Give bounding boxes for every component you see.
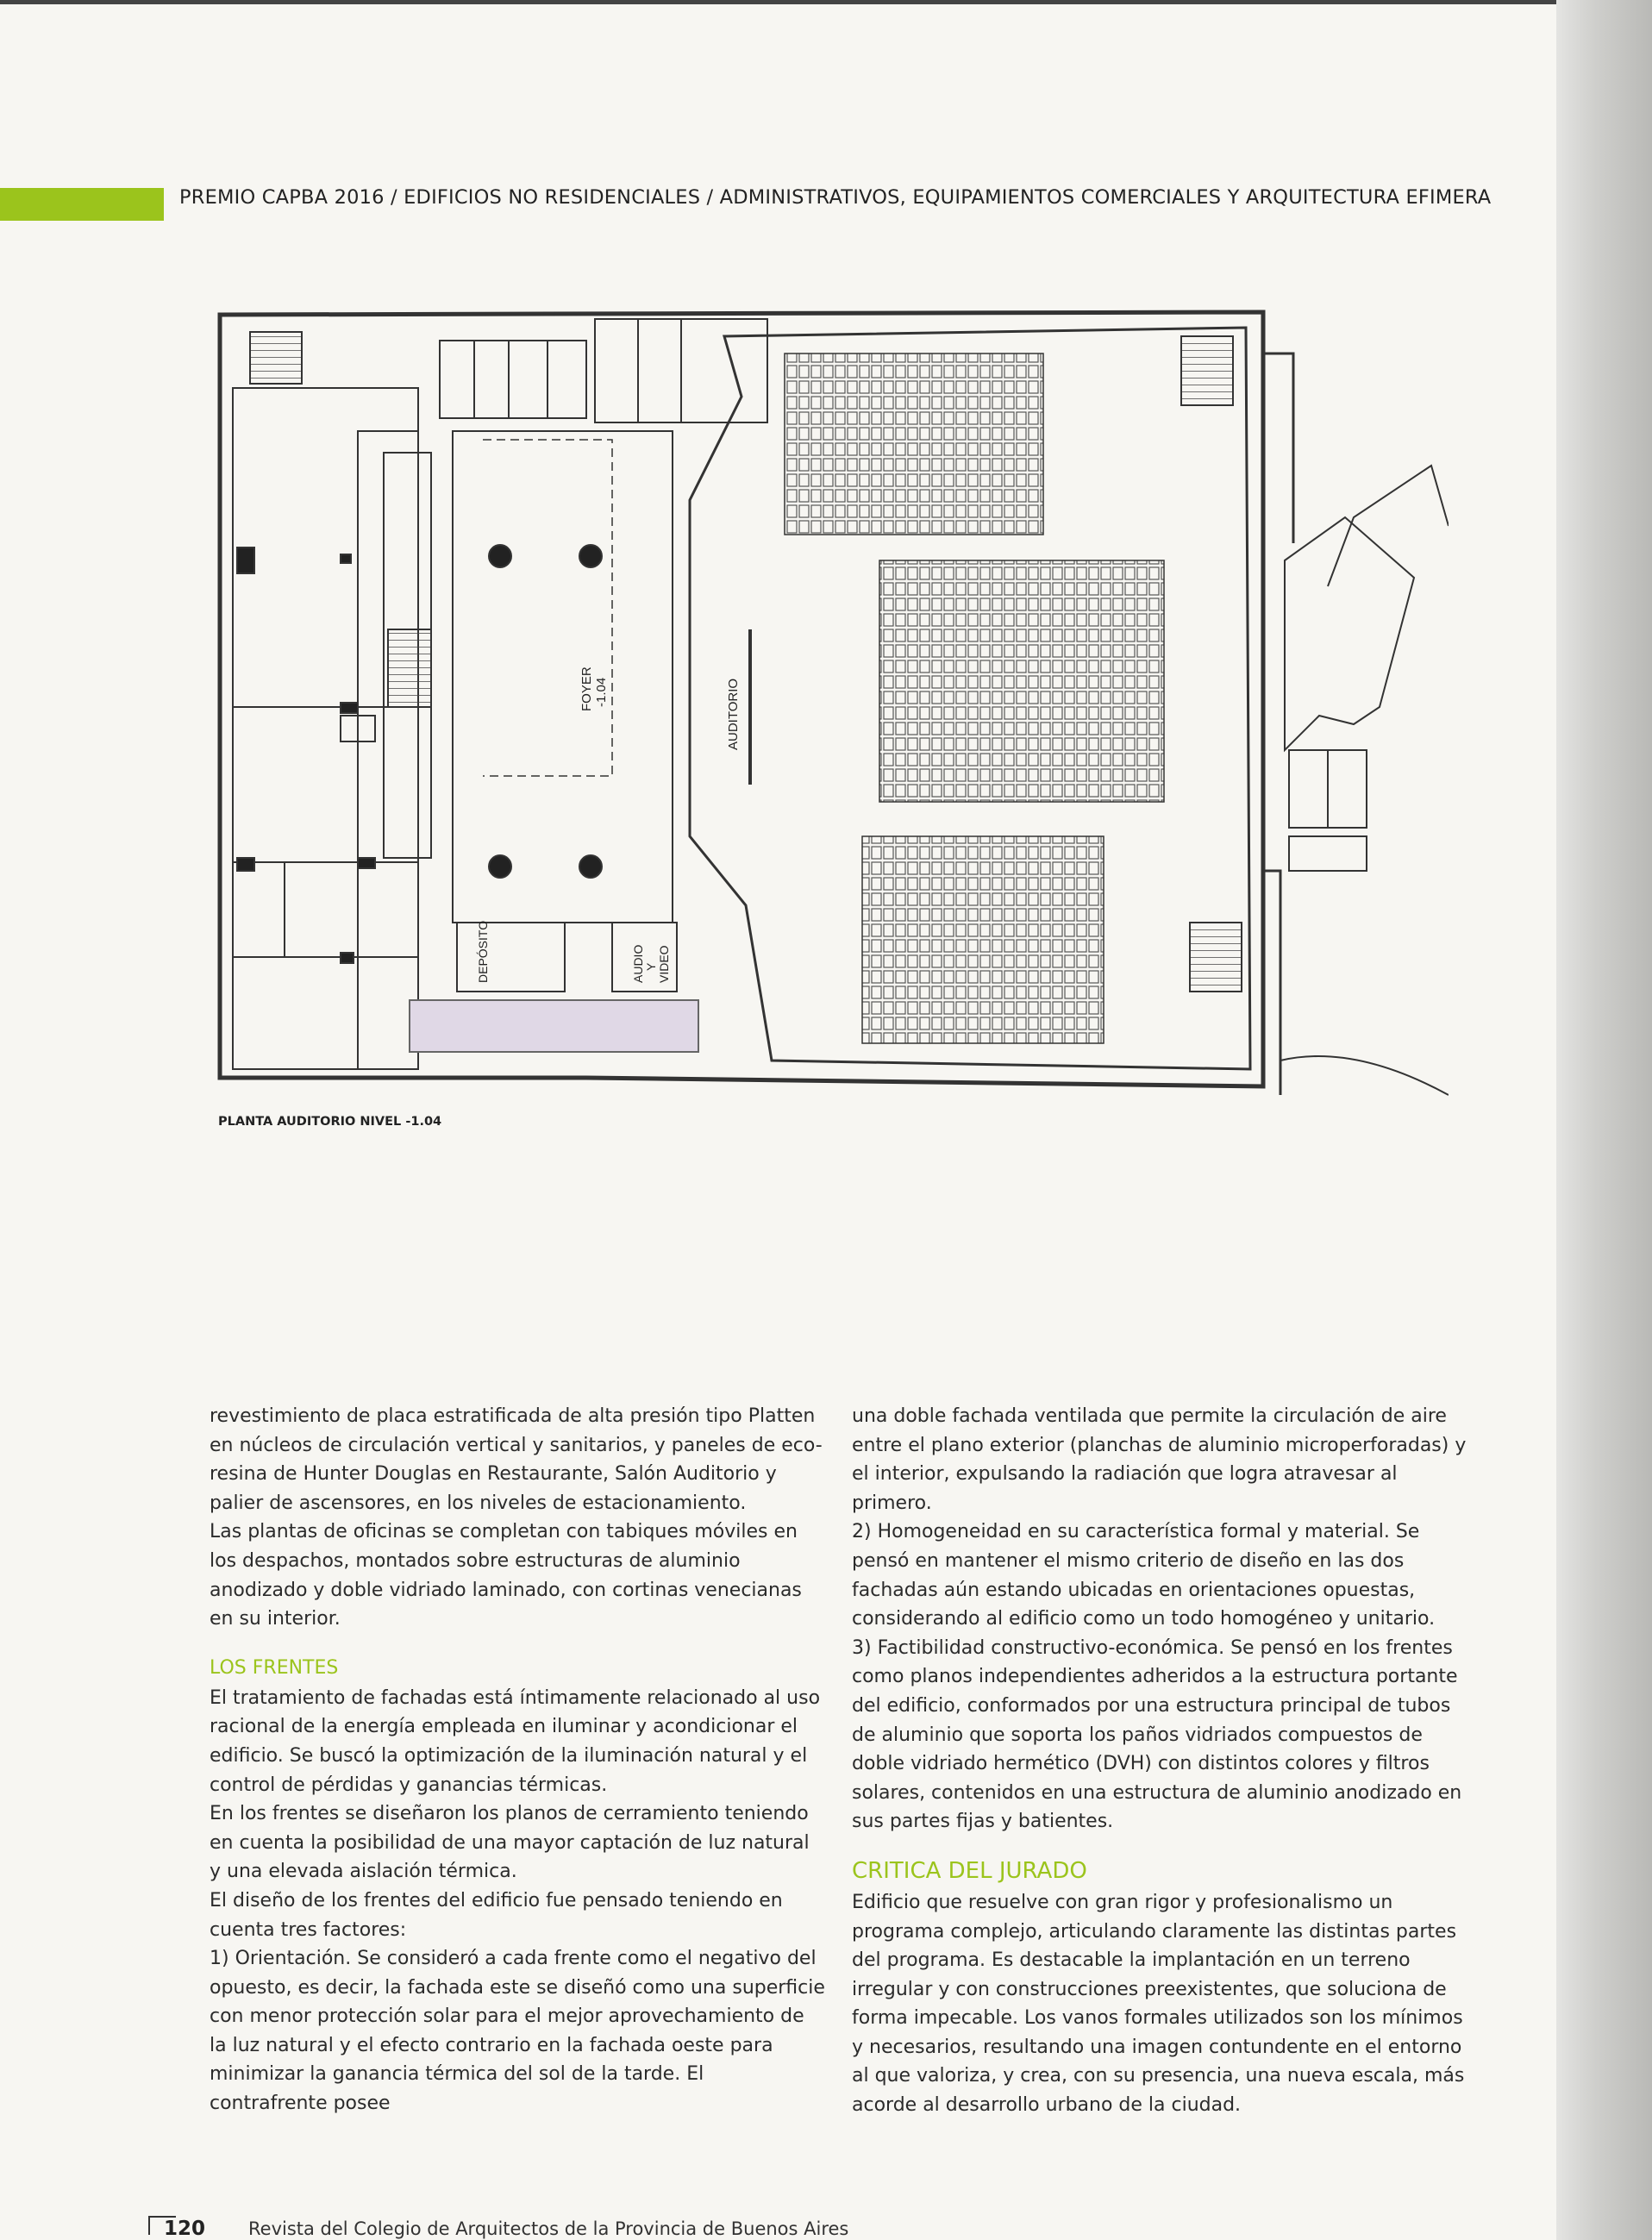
section-title: LOS FRENTES (210, 1656, 339, 1679)
paragraph: 1) Orientación. Se consideró a cada frente como el negativo del opuesto, es decir, la fachada este se diseñó como una superficie con menor protección solar para el mejor aprovechamiento de la luz natural y el efecto contrario en la fachada oeste para minimizar la ganancia térmica del sol de la tarde. El contrafrente posee (210, 1948, 825, 2115)
paragraph: El diseño de los frentes del edificio fue pensado teniendo en cuenta tres factores: (210, 1889, 783, 1941)
svg-text:DEPÓSITO: DEPÓSITO (476, 920, 490, 983)
paragraph: revestimiento de placa estratificada de alta presión tipo Platten en núcleos de circulación vertical y sanitarios, y paneles de eco-resina de Hunter Douglas en Restaurante, Salón Auditorio y palier de ascensores, en los niveles de estacionamiento. (210, 1405, 823, 1514)
svg-text:AUDIO: AUDIO (631, 944, 645, 983)
svg-text:-1.04: -1.04 (594, 677, 609, 707)
paragraph: 2) Homogeneidad en su característica formal y material. Se pensó en mantener el mismo criterio de diseño en las dos fachadas aún estando ubicadas en orientaciones opuestas, considerando al edificio como un todo homogéneo y unitario. (852, 1521, 1436, 1630)
publication-name: Revista del Colegio de Arquitectos de la Provincia de Buenos Aires (248, 2218, 849, 2239)
book-spine-shadow (1556, 0, 1652, 2240)
stair-core (388, 629, 431, 707)
section-title: CRITICA DEL JURADO (852, 1857, 1087, 1884)
seating-middle (879, 560, 1164, 802)
floor-plan (207, 302, 1449, 1121)
foyer (453, 431, 673, 923)
seating-top (785, 354, 1043, 535)
svg-text:AUDITORIO: AUDITORIO (726, 678, 741, 750)
elevator-block (440, 341, 586, 418)
svg-text:FOYER: FOYER (579, 666, 594, 711)
page-number: 120 (164, 2218, 206, 2240)
paragraph: 3) Factibilidad constructivo-económica. Se pensó en los frentes como planos independientes adheridos a la estructura portante del edificio, conformados por una estructura principal de tubos de aluminio que soporta los paños vidriados compuestos de doble vidriado hermético (DVH) con distintos colores y filtros solares, contenidos en una estructura de aluminio anodizado en sus partes fijas y batientes. (852, 1636, 1462, 1833)
seating-bottom (862, 836, 1104, 1043)
paragraph: En los frentes se diseñaron los planos de cerramiento teniendo en cuenta la posibilidad de una mayor captación de luz natural y una elevada aislación térmica. (210, 1803, 810, 1883)
paragraph: El tratamiento de fachadas está íntimamente relacionado al uso racional de la energía empleada en iluminar y acondicionar el edificio. Se buscó la optimización de la iluminación natural y el control de pérdidas y ganancias térmicas. (210, 1686, 821, 1796)
left-column (210, 1402, 826, 2118)
header-accent-bar (0, 188, 164, 221)
right-column (852, 1402, 1468, 2120)
running-header: PREMIO CAPBA 2016 / EDIFICIOS NO RESIDENCIALES / ADMINISTRATIVOS, EQUIPAMIENTOS COMERCIALES Y ARQUITECTURA EFIMERA (179, 186, 1492, 209)
annex (1285, 517, 1414, 750)
paragraph: Edificio que resuelve con gran rigor y profesionalismo un programa complejo, articulando claramente las distintas partes del programa. Es destacable la implantación en un terreno irregular y con construcciones preexistentes, que soluciona de forma impecable. Los vanos formales utilizados son los mínimos y necesarios, resultando una imagen contundente en el entorno al que valoriza, y crea, con su presencia, una nueva escala, más acorde al desarrollo urbano de la ciudad. (852, 1891, 1465, 2117)
office-block (233, 388, 418, 1069)
right-annex-wall (1263, 354, 1293, 1095)
svg-text:VIDEO: VIDEO (657, 945, 671, 983)
svg-text:Y: Y (644, 962, 658, 971)
page-top-edge (0, 0, 1652, 4)
paragraph: Las plantas de oficinas se completan con tabiques móviles en los despachos, montados sobre estructuras de aluminio anodizado y doble vidriado laminado, con cortinas venecianas en su interior. (210, 1521, 802, 1630)
plan-caption: PLANTA AUDITORIO NIVEL -1.04 (218, 1115, 442, 1129)
paragraph: una doble fachada ventilada que permite la circulación de aire entre el plano exterior (planchas de aluminio microperforadas) y el interior, expulsando la radiación que logra atravesar al primero. (852, 1405, 1467, 1514)
